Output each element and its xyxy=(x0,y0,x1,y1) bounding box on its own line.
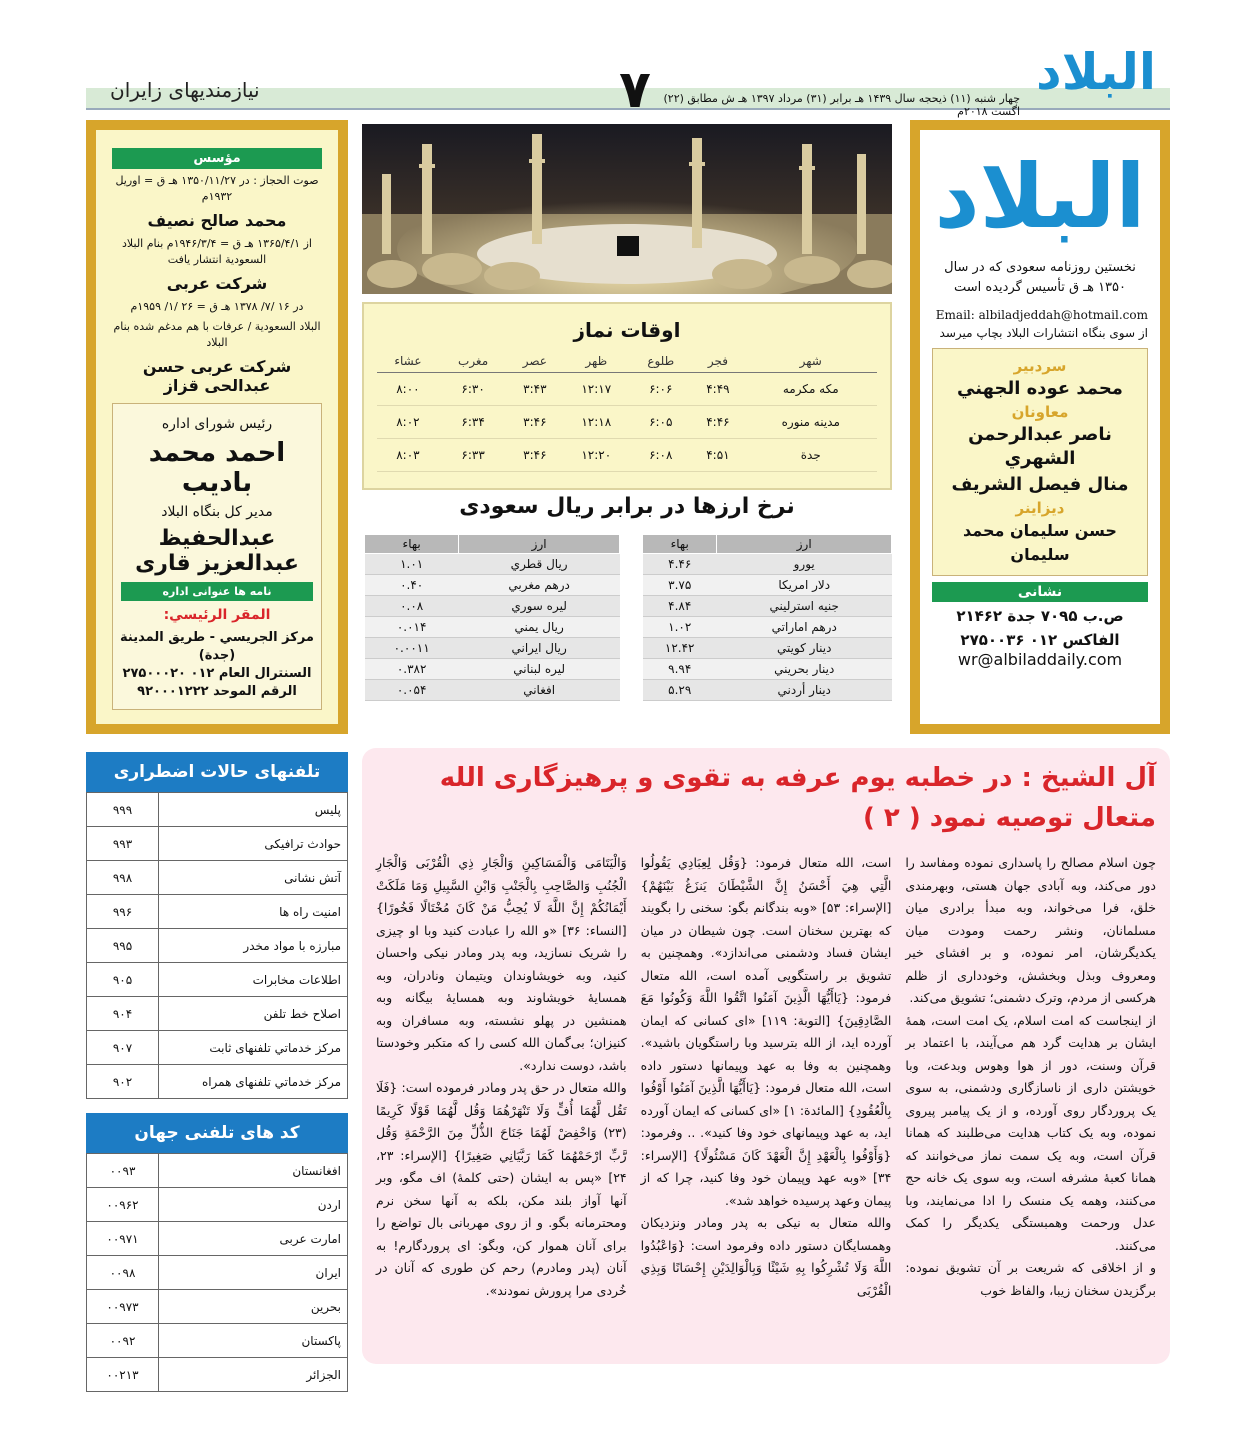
currency-name: دينار كويتي xyxy=(717,638,892,659)
table-row xyxy=(365,680,620,701)
section-title: نیازمندیهای زایران xyxy=(110,78,260,102)
time-cell: ۴:۵۱ xyxy=(691,439,744,472)
table-row xyxy=(643,554,892,575)
table-row xyxy=(643,575,892,596)
currency-name: دينار أردني xyxy=(717,680,892,701)
service-number: ۹۹۹ xyxy=(87,793,159,827)
prayer-header-cell: شهر xyxy=(745,350,877,373)
gm-role: مدير كل بنگاه البلاد xyxy=(161,504,273,520)
table-row xyxy=(377,439,877,472)
time-cell: ۱۲:۲۰ xyxy=(562,439,630,472)
table-row xyxy=(87,861,348,895)
masthead-source: از سوى بنگاه انتشارات البلاد بچاپ ميرسد xyxy=(939,326,1148,340)
currency-name: ليره لبناني xyxy=(459,659,620,680)
currency-price: ۰.۴۰ xyxy=(365,575,459,596)
hq-address: مركز الجريسي - طريق المدينة (جدة) xyxy=(120,630,314,663)
service-name: اصلاح خط تلفن xyxy=(159,997,348,1031)
time-cell: ۶:۳۰ xyxy=(439,373,508,406)
prayer-times-table xyxy=(377,350,877,472)
table-row xyxy=(365,659,620,680)
unified-number: الرقم الموحد ۹۲۰۰۰۱۲۲۲ xyxy=(137,684,297,699)
country-code: ۰۰۹۲ xyxy=(87,1324,159,1358)
merge-date-line: در ۱۶ /۷/ ۱۳۷۸ هـ ق = ۲۶ /۱/ ۱۹۵۹م xyxy=(130,300,304,313)
deputy-name: منال فيصل الشريف xyxy=(951,474,1129,495)
table-row xyxy=(87,1154,348,1188)
table-row xyxy=(87,793,348,827)
currency-header-cell: ارز xyxy=(717,535,892,554)
po-box: ص.ب ۷۰۹۵ جدة ۲۱۴۶۲ xyxy=(956,607,1124,625)
time-cell: ۸:۰۰ xyxy=(377,373,439,406)
time-cell: ۶:۳۴ xyxy=(439,406,508,439)
country-code: ۰۰۲۱۳ xyxy=(87,1358,159,1392)
currency-name: ريال ايراني xyxy=(459,638,620,659)
fax-number: الفاكس ۰۱۲ ۲۷۵۰۰۳۶ xyxy=(960,631,1120,649)
currency-name: جنيه استرليني xyxy=(717,596,892,617)
mecca-photo xyxy=(362,124,892,294)
currency-name: درهم مغربي xyxy=(459,575,620,596)
service-name: پلیس xyxy=(159,793,348,827)
page-number: ۷ xyxy=(619,60,651,120)
currency-price: ۹.۹۴ xyxy=(643,659,717,680)
time-cell: ۶:۰۵ xyxy=(630,406,691,439)
time-cell: ۸:۰۳ xyxy=(377,439,439,472)
service-name: مبارزه با مواد مخدر xyxy=(159,929,348,963)
table-row xyxy=(87,1031,348,1065)
currency-price: ۳.۷۵ xyxy=(643,575,717,596)
table-row xyxy=(365,617,620,638)
prayer-header-cell: طلوع xyxy=(630,350,691,373)
service-name: آتش نشانی xyxy=(159,861,348,895)
currency-name: ريال قطري xyxy=(459,554,620,575)
country-code: ۰۰۹۷۳ xyxy=(87,1290,159,1324)
founder-name: محمد صالح نصيف xyxy=(147,211,287,230)
service-number: ۹۰۲ xyxy=(87,1065,159,1099)
header-brand-logo: البلاد xyxy=(1036,43,1156,101)
currency-title: نرخ ارزها در برابر ريال سعودى xyxy=(459,494,795,519)
table-row xyxy=(87,929,348,963)
price-header-cell: بهاء xyxy=(643,535,717,554)
newspaper-logo: البلاد xyxy=(934,145,1146,248)
currency-price: ۱.۰۲ xyxy=(643,617,717,638)
currency-name: افغاني xyxy=(459,680,620,701)
currency-header-row xyxy=(643,535,892,554)
service-number: ۹۰۷ xyxy=(87,1031,159,1065)
currency-price: ۰.۰۵۴ xyxy=(365,680,459,701)
table-row xyxy=(87,1290,348,1324)
service-name: امنیت راه ها xyxy=(159,895,348,929)
company-full-name: شركت عربى حسن عبدالحى قزاز xyxy=(142,357,292,395)
country-name: الجزائر xyxy=(159,1358,348,1392)
emergency-phones-table xyxy=(86,792,348,1099)
founding-line: صوت الحجاز : در ۱۳۵۰/۱۱/۲۷ هـ ق = اوریل ۱۹۳۲م xyxy=(115,174,319,203)
hq-label: المقر الرئيسي: xyxy=(163,607,271,623)
mecca-photo-image xyxy=(362,124,892,294)
time-cell: ۱۲:۱۷ xyxy=(562,373,630,406)
editor-role: سردبير xyxy=(1013,357,1067,375)
time-cell: ۶:۰۸ xyxy=(630,439,691,472)
prayer-header-cell: فجر xyxy=(691,350,744,373)
table-row xyxy=(365,638,620,659)
country-code: ۰۰۹۶۲ xyxy=(87,1188,159,1222)
table-row xyxy=(87,1324,348,1358)
table-row xyxy=(87,827,348,861)
prayer-times-title: اوقات نماز xyxy=(573,318,681,342)
address-label: نشانی xyxy=(932,582,1148,602)
price-header-cell: بهاء xyxy=(365,535,459,554)
service-name: مرکز خدماتي تلفنهای ثابت xyxy=(159,1031,348,1065)
table-row xyxy=(643,680,892,701)
city-cell: مکه مکرمه xyxy=(745,373,877,406)
table-row xyxy=(643,596,892,617)
article-body xyxy=(376,852,1156,1302)
table-row xyxy=(365,575,620,596)
currency-price: ۰.۰۱۴ xyxy=(365,617,459,638)
service-number: ۹۹۶ xyxy=(87,895,159,929)
service-name: مرکز خدماتي تلفنهای همراه xyxy=(159,1065,348,1099)
table-row xyxy=(87,1065,348,1099)
currency-table-left xyxy=(364,534,620,701)
country-codes-title: كد هاى تلفنى جهان xyxy=(86,1113,348,1153)
masthead-email[interactable]: Email: albiladjeddah@hotmail.com xyxy=(935,308,1148,322)
history-line: از ۱۳۶۵/۴/۱ هـ ق = ۱۹۴۶/۳/۴م بنام البلاد السعودية انتشار يافت xyxy=(122,237,312,266)
time-cell: ۶:۳۳ xyxy=(439,439,508,472)
service-name: اطلاعات مخابرات xyxy=(159,963,348,997)
currency-header-cell: ارز xyxy=(459,535,620,554)
currency-name: ليره سوري xyxy=(459,596,620,617)
time-cell: ۱۲:۱۸ xyxy=(562,406,630,439)
company-name: شركت عربى xyxy=(166,274,268,293)
emergency-phones-panel xyxy=(86,752,348,1392)
masthead-lead: نخستين روزنامه سعودى كه در سال ۱۳۵۰ هـ ق تأسيس گرديده است xyxy=(944,260,1136,295)
contact-email-link[interactable]: wr@albiladdaily.com xyxy=(957,650,1123,669)
time-cell: ۶:۰۶ xyxy=(630,373,691,406)
management-box xyxy=(112,403,322,710)
prayer-header-cell: عشاء xyxy=(377,350,439,373)
merge-line: البلاد السعودية / عرفات با هم مدغم شده بنام البلاد xyxy=(113,320,321,349)
service-number: ۹۹۸ xyxy=(87,861,159,895)
country-name: ایران xyxy=(159,1256,348,1290)
masthead-box xyxy=(910,120,1170,734)
service-number: ۹۰۴ xyxy=(87,997,159,1031)
time-cell: ۴:۴۹ xyxy=(691,373,744,406)
currency-price: ۴.۸۴ xyxy=(643,596,717,617)
table-row xyxy=(643,659,892,680)
article-panel xyxy=(362,748,1170,1364)
country-code: ۰۰۹۷۱ xyxy=(87,1222,159,1256)
country-name: افغانستان xyxy=(159,1154,348,1188)
emergency-phones-title: تلفنهای حالات اضطراری xyxy=(86,752,348,792)
currency-price: ۱۲.۴۲ xyxy=(643,638,717,659)
city-cell: جدة xyxy=(745,439,877,472)
currency-header-row xyxy=(365,535,620,554)
country-name: پاکستان xyxy=(159,1324,348,1358)
currency-name: دينار بحريني xyxy=(717,659,892,680)
date-line: چهار شنبه (۱۱) ذیحجه سال ۱۴۳۹ هـ برابر (۳۱) مرداد ۱۳۹۷ هـ ش مطابق (۲۲) اگست ۲۰۱۸م xyxy=(663,92,1020,118)
table-row xyxy=(87,1358,348,1392)
currency-price: ۰.۳۸۲ xyxy=(365,659,459,680)
country-name: امارت عربی xyxy=(159,1222,348,1256)
switchboard-number: السنترال العام ۰۱۲ ۲۷۵۰۰۰۲۰ xyxy=(122,666,312,681)
prayer-header-cell: عصر xyxy=(507,350,562,373)
currency-price: ۴.۴۶ xyxy=(643,554,717,575)
time-cell: ۳:۴۳ xyxy=(507,373,562,406)
prayer-header-row xyxy=(377,350,877,373)
prayer-header-cell: مغرب xyxy=(439,350,508,373)
prayer-times-panel xyxy=(362,302,892,490)
currency-name: دلار امريكا xyxy=(717,575,892,596)
currency-name: ريال يمني xyxy=(459,617,620,638)
table-row xyxy=(87,895,348,929)
article-column-1: چون اسلام مصالح را پاسداری نموده ومفاسد را دور می‌کند، وبه آبادی جهان هستی، وبهرمندی خلق، فرا می‌خواند، وبه مبدأ برادری میان مسلمانان، ونشر رحمت ومودت میان یکدیگرشان، امر نموده، و بر افشای خیر ومعروف وبذل وبخشش، وخودداری از ظلم هرکسی از مردم، وترک دشمنی؛ تشویق می‌کند. از اینجاست که امت اسلام، یک امت است، همهٔ ایشان بر هدایت گرد هم می‌آیند، با اعتماد بر قرآن وسنت، دور از هوا وهوس وبدعت، وبا خویشتن داری از ناسازگاری ودشمنی، به سوی یک پروردگار روی آورده، و از یک پیامبر پیروی نموده، وبه یک کتاب هدایت می‌طلبند که همانا قرآن است، وبه یک سمت نماز می‌خوانند که همانا کعبهٔ مشرفه است، وبه سوی یک خانه حج می‌کنند، وهمه یک منسک را ادا می‌نمایند، وبا عدل ورحمت وهمبستگی یکدیگر را کمک می‌کنند. و از اخلاقی که شریعت بر آن تشویق نموده: برگزیدن سخنان زیبا، والفاظ خوب xyxy=(905,855,1156,1298)
article-column-3: وَالْيَتَامَى وَالْمَسَاكِينِ وَالْجَارِ ذِي الْقُرْبَى وَالْجَارِ الْجُنُبِ وَالصَّاحِبِ بِالْجَنْبِ وَابْنِ السَّبِيلِ وَمَا مَلَكَتْ أَيْمَانُكُمْ إِنَّ اللَّهَ لَا يُحِبُّ مَنْ كَانَ مُخْتَالًا فَخُورًا} [النساء: ۳۶] «و الله را عبادت کنید وبا او چیزی را شریک نسازید، وبه پدر ومادر نیکی واحسان کنید، وبه خویشاوندان ویتیمان ونادران، وبه همسایهٔ خویشاوند وبه همسایهٔ بیگانه وبه همنشین در پهلو نشسته، وبه مسافران وبه کنیزان؛ بی‌گمان الله کسی را که متکبر وخودستا باشد، دوست ندارد». والله متعال در حق پدر ومادر فرموده است: {فَلَا تَقُل لَّهُمَا أُفٍّ وَلَا تَنْهَرْهُمَا وَقُل لَّهُمَا قَوْلًا كَرِيمًا (۲۳) وَاخْفِضْ لَهُمَا جَنَاحَ الذُّلِّ مِنَ الرَّحْمَةِ وَقُل رَّبِّ ارْحَمْهُمَا كَمَا رَبَّيَانِي صَغِيرًا} [الإسراء: ۲۳، ۲۴] «پس به ایشان (حتی کلمهٔ) اف مگو، وبر آنها آواز بلند مکن، بلکه به آنها سخن نرم ومحترمانه بگو. و از روی مهربانی بال تواضع را برای آنان هموار کن، وبگو: ای پروردگارم! به آنان (پدر ومادرم) رحم کن طوری که آنان در خُردی مرا پرورش نمودند». xyxy=(375,855,627,1298)
country-name: بحرين xyxy=(159,1290,348,1324)
country-name: اردن xyxy=(159,1188,348,1222)
currency-price: ۱.۰۱ xyxy=(365,554,459,575)
editor-name: محمد عوده الجهني xyxy=(957,378,1123,399)
table-row xyxy=(87,1222,348,1256)
article-headline: آل الشيخ : در خطبه یوم عرفه به تقوی و پرهیزگاری الله متعال توصیه نمود ( ۲ ) xyxy=(439,763,1156,833)
currency-price: ۰.۰۰۱۱ xyxy=(365,638,459,659)
table-row xyxy=(643,617,892,638)
country-code: ۰۰۹۳ xyxy=(87,1154,159,1188)
page-header xyxy=(0,0,1256,118)
publisher-info-box xyxy=(86,120,348,734)
country-codes-table xyxy=(86,1153,348,1392)
deputy-name: ناصر عبدالرحمن الشهري xyxy=(968,424,1112,469)
currency-table-right xyxy=(642,534,892,701)
chair-role: رئیس شورای اداره xyxy=(161,416,273,432)
time-cell: ۴:۴۶ xyxy=(691,406,744,439)
table-row xyxy=(365,554,620,575)
service-number: ۹۰۵ xyxy=(87,963,159,997)
time-cell: ۳:۴۶ xyxy=(507,439,562,472)
service-number: ۹۹۳ xyxy=(87,827,159,861)
country-code: ۰۰۹۸ xyxy=(87,1256,159,1290)
table-row xyxy=(87,1256,348,1290)
currency-name: يورو xyxy=(717,554,892,575)
prayer-header-cell: ظهر xyxy=(562,350,630,373)
deputies-role: معاونان xyxy=(1011,403,1069,421)
city-cell: مدینه منوره xyxy=(745,406,877,439)
currency-price: ۵.۲۹ xyxy=(643,680,717,701)
staff-box xyxy=(932,348,1148,576)
table-row xyxy=(87,997,348,1031)
table-row xyxy=(365,596,620,617)
designer-role: ديزاينر xyxy=(1015,499,1065,517)
table-row xyxy=(377,373,877,406)
table-row xyxy=(87,963,348,997)
gm-name: عبدالحفيظ عبدالعزيز قاری xyxy=(135,526,299,576)
table-row xyxy=(377,406,877,439)
currency-price: ۰.۰۸ xyxy=(365,596,459,617)
designer-name: حسن سليمان محمد سليمان xyxy=(963,521,1117,564)
founder-label: مؤسس xyxy=(112,148,322,169)
chair-name: احمد محمد باديب xyxy=(148,438,286,498)
service-number: ۹۹۵ xyxy=(87,929,159,963)
service-name: حوادث ترافیکی xyxy=(159,827,348,861)
article-column-2: است، الله متعال فرمود: {وَقُل لِعِبَادِي يَقُولُوا الَّتِي هِيَ أَحْسَنُ إِنَّ الشَّيْطَانَ يَنزَغُ بَيْنَهُمْ} [الإسراء: ۵۳] «وبه بندگانم بگو: سخنی را بگویند که بهترین سخنان است. چون شیطان در میان ایشان فساد ودشمنی می‌اندازد». وهمچنین به تشویق بر راستگویی آمده است، الله متعال فرمود: {يَاأَيُّهَا الَّذِينَ آمَنُوا اتَّقُوا اللَّهَ وَكُونُوا مَعَ الصَّادِقِينَ} [التوبة: ۱۱۹] «ای کسانی که ایمان آورده اید، از الله بترسید وبا راستگویان باشید». وهمچنین به وفا به عهد وپیمانها دستور داده است، الله متعال فرمود: {يَاأَيُّهَا الَّذِينَ آمَنُوا أَوْفُوا بِالْعُقُودِ} [المائدة: ۱] «ای کسانی که ایمان آورده اید، به عهد وپیمانهای خود وفا کنید». .. وفرمود: {وَأَوْفُوا بِالْعَهْدِ إِنَّ الْعَهْدَ كَانَ مَسْئُولًا} [الإسراء: ۳۴] «وبه عهد وپیمان خود وفا کنید، چرا که از پیمان وعهد پرسیده خواهد شد». والله متعال به نیکی به پدر ومادر ونزدیکان وهمسایگان دستور داده وفرمود است: {وَاعْبُدُوا اللَّهَ وَلَا تُشْرِكُوا بِهِ شَيْئًا وَبِالْوَالِدَيْنِ إِحْسَانًا وَبِذِي الْقُرْبَى xyxy=(640,855,892,1298)
table-row xyxy=(643,638,892,659)
time-cell: ۸:۰۲ xyxy=(377,406,439,439)
address-label: نامه ها عنوانی اداره xyxy=(121,582,313,601)
time-cell: ۳:۴۶ xyxy=(507,406,562,439)
currency-name: درهم اماراتي xyxy=(717,617,892,638)
table-row xyxy=(87,1188,348,1222)
